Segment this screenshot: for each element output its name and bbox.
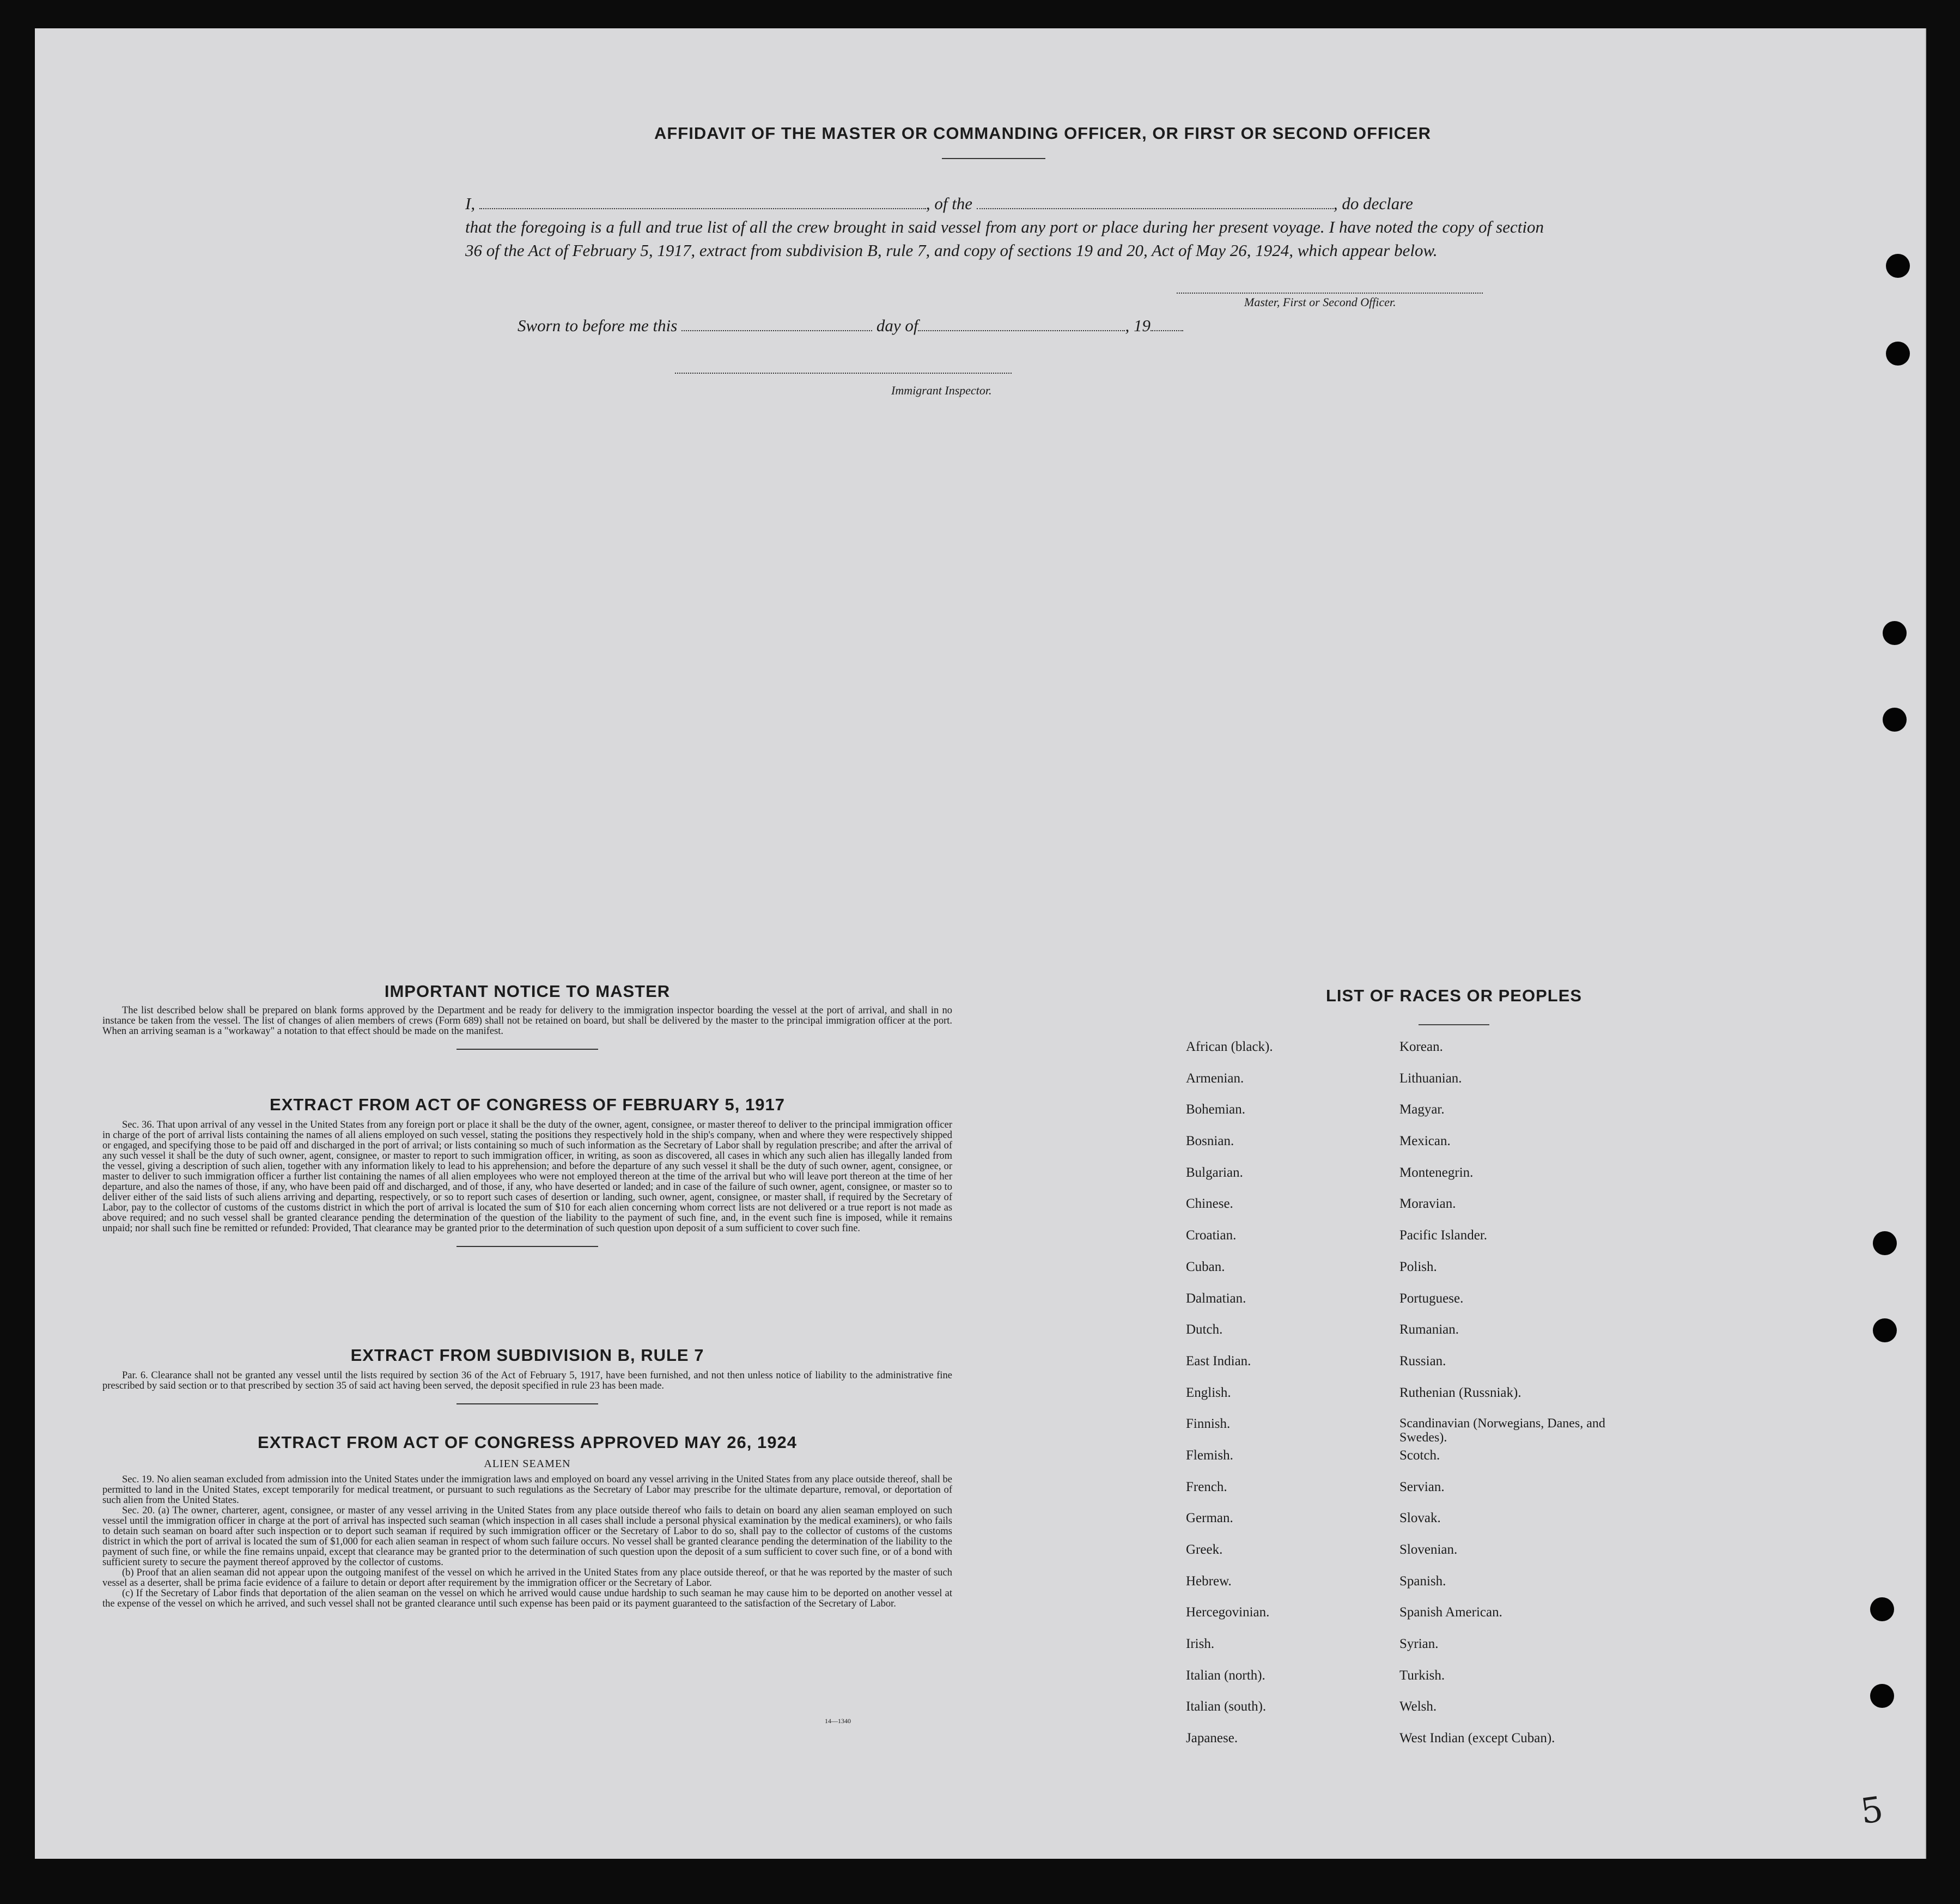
race-item: Syrian. bbox=[1399, 1637, 1439, 1652]
rule7-title: EXTRACT FROM SUBDIVISION B, RULE 7 bbox=[350, 1346, 704, 1365]
race-item: African (black). bbox=[1186, 1039, 1273, 1054]
day-of-label: day of bbox=[876, 316, 918, 335]
race-item: Flemish. bbox=[1186, 1447, 1233, 1463]
sec20c-text: (c) If the Secretary of Labor finds that deportation of the alien seaman on the vessel on which he arrived would cause undue hardship to such seaman he may cause him to be deported on another vessel at the expense of the vessel on which he arrived, and such vessel shall not be granted clearance until such expense has been paid or its payment guaranteed to the satisfaction of the Secretary of Labor. bbox=[102, 1588, 952, 1609]
race-item: Mexican. bbox=[1399, 1134, 1451, 1149]
punch-hole bbox=[1870, 1684, 1894, 1708]
notice-section bbox=[102, 982, 952, 1050]
do-declare-label: , do declare bbox=[1333, 194, 1413, 213]
race-item: Russian. bbox=[1399, 1353, 1446, 1368]
inspector-label: Immigrant Inspector. bbox=[891, 384, 992, 397]
races-column-1 bbox=[1186, 1039, 1273, 1762]
signer-label: Master, First or Second Officer. bbox=[1244, 295, 1396, 309]
extract-1924-title: EXTRACT FROM ACT OF CONGRESS APPROVED MAY 26, 1924 bbox=[258, 1433, 797, 1452]
races-title: LIST OF RACES OR PEOPLES bbox=[1325, 986, 1582, 1005]
race-item: East Indian. bbox=[1186, 1353, 1251, 1368]
punch-hole bbox=[1870, 1597, 1894, 1621]
punch-hole bbox=[1873, 1318, 1897, 1342]
sec20a-text: Sec. 20. (a) The owner, charterer, agent, consignee, or master of any vessel arriving in the United States from any place outside thereof who fails to detain on board any alien seaman employed on such vessel until the immigration officer in charge at the port of arrival has inspected such seaman (which inspection in all cases shall include a personal physical examination by the medical examiners), or who fails to detain such seaman on board after such inspection or to deport such seaman if required by such immigration officer or the Secretary of Labor to do so, shall pay to the collector of customs of the customs district in which the port of arrival is located the sum of $1,000 for each alien seaman in respect of whom such failure occurs. No vessel shall be granted clearance pending the determination of the liability to the payment of such fine, or while the fine remains unpaid, except that clearance may be granted prior to the determination of such question upon the deposit of a sum sufficient to cover such fine, or of a bond with sufficient surety to secure the payment thereof approved by the collector of customs. bbox=[102, 1505, 952, 1568]
race-item: Polish. bbox=[1399, 1259, 1437, 1274]
race-item: Italian (south). bbox=[1186, 1699, 1267, 1714]
races-column-2 bbox=[1399, 1039, 1617, 1762]
declaration-body: that the foregoing is a full and true list of all the crew brought in said vessel from any port or place during her present voyage. I have noted the copy of section 36 of the Act of February 5, 1917, extract from subdivision B, rule 7, and copy of sections 19 and 20, Act of May 26, 1924, which appear below. bbox=[465, 217, 1544, 260]
punch-hole bbox=[1886, 254, 1910, 278]
race-item: Dalmatian. bbox=[1186, 1291, 1246, 1306]
declare-i-label: I, bbox=[465, 194, 476, 213]
sworn-line bbox=[518, 316, 1183, 336]
sec19-text: Sec. 19. No alien seaman excluded from admission into the United States under the immigration laws and employed on board any vessel arriving in the United States from any place outside thereof, shall be permitted to land in the United States, except temporarily for medical treatment, or pursuant to such regulations as the Secretary of Labor may prescribe for the ultimate departure, removal, or deportation of such alien from the United States. bbox=[102, 1474, 952, 1506]
notice-title: IMPORTANT NOTICE TO MASTER bbox=[384, 982, 671, 1001]
races-rule bbox=[1419, 1024, 1489, 1025]
race-item: Portuguese. bbox=[1399, 1291, 1464, 1306]
race-item: Bulgarian. bbox=[1186, 1165, 1243, 1180]
punch-hole bbox=[1873, 1231, 1897, 1255]
signature-blank bbox=[1177, 293, 1483, 294]
inspector-blank bbox=[675, 373, 1012, 374]
race-item: Spanish American. bbox=[1399, 1605, 1502, 1620]
page-number-mark: 5 bbox=[1858, 1789, 1886, 1833]
race-item: Turkish. bbox=[1399, 1668, 1445, 1683]
sworn-month-blank bbox=[918, 330, 1125, 331]
race-item: Magyar. bbox=[1399, 1102, 1445, 1117]
rule7-section bbox=[102, 1346, 952, 1404]
sworn-year-blank bbox=[1151, 330, 1183, 331]
sec20b-text: (b) Proof that an alien seaman did not appear upon the outgoing manifest of the vessel on which he arrived in the United States from any place outside thereof, or that he was reported by the master of such vessel as a deserter, shall be prima facie evidence of a failure to detain or deport after requirement by the immigration officer or the Secretary of Labor. bbox=[102, 1567, 952, 1589]
race-item: Lithuanian. bbox=[1399, 1070, 1462, 1086]
rule7-text: Par. 6. Clearance shall not be granted any vessel until the lists required by section 36 of the Act of February 5, 1917, have been furnished, and not then unless notice of liability to the administrative fine prescribed by said section or to that prescribed by section 35 of said act having been served, the deposit specified in rule 23 has been made. bbox=[102, 1370, 952, 1391]
vessel-blank bbox=[977, 208, 1334, 209]
punch-hole bbox=[1886, 342, 1910, 366]
race-item: Bohemian. bbox=[1186, 1102, 1246, 1117]
affidavit-text bbox=[465, 192, 1544, 262]
affidavit-title: AFFIDAVIT OF THE MASTER OR COMMANDING OFFICER, OR FIRST OR SECOND OFFICER bbox=[654, 124, 1432, 143]
form-number: 14—1340 bbox=[825, 1717, 851, 1725]
declaration-line bbox=[465, 192, 1544, 215]
race-item: Hercegovinian. bbox=[1186, 1605, 1270, 1620]
race-item: Moravian. bbox=[1399, 1196, 1456, 1212]
race-item: Dutch. bbox=[1186, 1322, 1223, 1337]
race-item: Pacific Islander. bbox=[1399, 1228, 1488, 1243]
extract-1917-section bbox=[102, 1095, 952, 1247]
race-item: Slovenian. bbox=[1399, 1542, 1458, 1557]
race-item: West Indian (except Cuban). bbox=[1399, 1731, 1555, 1746]
race-item: Cuban. bbox=[1186, 1259, 1225, 1274]
race-item: German. bbox=[1186, 1511, 1233, 1526]
race-item: Japanese. bbox=[1186, 1731, 1238, 1746]
race-item: Servian. bbox=[1399, 1479, 1445, 1494]
race-item: Hebrew. bbox=[1186, 1573, 1232, 1589]
name-blank bbox=[479, 208, 926, 209]
race-item: Armenian. bbox=[1186, 1070, 1244, 1086]
punch-hole bbox=[1883, 708, 1907, 732]
race-item: Scotch. bbox=[1399, 1447, 1440, 1463]
divider bbox=[456, 1049, 598, 1050]
race-item: Bosnian. bbox=[1186, 1134, 1234, 1149]
extract-1917-title: EXTRACT FROM ACT OF CONGRESS OF FEBRUARY 5, 1917 bbox=[270, 1095, 785, 1114]
sworn-day-blank bbox=[681, 330, 872, 331]
race-item: Ruthenian (Russniak). bbox=[1399, 1385, 1521, 1400]
race-item: English. bbox=[1186, 1385, 1231, 1400]
divider bbox=[456, 1403, 598, 1404]
race-item: Spanish. bbox=[1399, 1573, 1446, 1589]
race-item: Rumanian. bbox=[1399, 1322, 1459, 1337]
race-item: Chinese. bbox=[1186, 1196, 1233, 1212]
title-rule bbox=[942, 158, 1045, 159]
race-item: Finnish. bbox=[1186, 1416, 1231, 1432]
race-item: Scandinavian (Norwegians, Danes, and Swedes). bbox=[1399, 1416, 1605, 1445]
year-label: , 19 bbox=[1125, 316, 1151, 335]
extract-1917-text: Sec. 36. That upon arrival of any vessel in the United States from any foreign port or place it shall be the duty of the owner, agent, consignee, or master thereof to deliver to the principal immigration officer in charge of the port of arrival lists containing the names of all aliens employed on such vessel, stating the positions they respectively hold in the ship's company, when and where they were respectively shipped or engaged, and specifying those to be paid off and discharged in the port of arrival; or lists containing so much of such information as the Secretary of Labor shall by regulation prescribe; and after the arrival of any such vessel it shall be the duty of such owner, agent, consignee, or master to report to such immigration officer, in writing, as soon as discovered, all cases in which any such alien has illegally landed from the vessel, giving a description of such alien, together with any information likely to lead to his apprehension; and before the departure of any such vessel it shall be the duty of such owner, agent, consignee, or master to deliver to such immigration officer a further list containing the names of all alien employees who were not employed thereon at the time of the arrival but who will leave port thereon at the time of her departure, and also the names of those, if any, who have been paid off and discharged, and of those, if any, who have deserted or landed; and in case of the failure of such owner, agent, consignee, or master so to deliver either of the said lists of such aliens arriving and departing, respectively, or so to report such cases of desertion or landing, such owner, agent, consignee, or master shall, if required by the Secretary of Labor, pay to the collector of customs of the customs district in which the port of arrival is located the sum of $10 for each alien concerning whom correct lists are not delivered or a true report is not made as above required; and no such vessel shall be granted clearance pending the determination of the question of the liability to the payment of such fine, and, in the event such fine is imposed, while it remains unpaid; nor shall such fine be remitted or refunded: Provided, That clearance may be granted prior to the determination of such question upon deposit of a sum sufficient to cover such fine. bbox=[102, 1120, 952, 1234]
notice-text: The list described below shall be prepared on blank forms approved by the Department and be ready for delivery to the immigration inspector boarding the vessel at the port of arrival, and shall in no instance be taken from the vessel. The list of changes of alien members of crews (Form 689) shall not be retained on board, but shall be delivered by the master to the principal immigration officer at the port. When an arriving seaman is a "workaway" a notation to that effect should be made on the manifest. bbox=[102, 1005, 952, 1037]
race-item: French. bbox=[1186, 1479, 1227, 1494]
race-item: Slovak. bbox=[1399, 1511, 1441, 1526]
of-the-label: , of the bbox=[926, 194, 973, 213]
punch-hole bbox=[1883, 621, 1907, 645]
race-item: Korean. bbox=[1399, 1039, 1443, 1054]
race-item: Irish. bbox=[1186, 1637, 1215, 1652]
race-item: Italian (north). bbox=[1186, 1668, 1265, 1683]
document-page bbox=[35, 28, 1926, 1859]
race-item: Montenegrin. bbox=[1399, 1165, 1474, 1180]
race-item: Croatian. bbox=[1186, 1228, 1237, 1243]
race-item: Welsh. bbox=[1399, 1699, 1437, 1714]
sworn-label: Sworn to before me this bbox=[518, 316, 678, 335]
divider bbox=[456, 1246, 598, 1247]
race-item: Greek. bbox=[1186, 1542, 1223, 1557]
extract-1924-section bbox=[102, 1433, 952, 1609]
alien-seamen-subtitle: ALIEN SEAMEN bbox=[484, 1458, 571, 1470]
